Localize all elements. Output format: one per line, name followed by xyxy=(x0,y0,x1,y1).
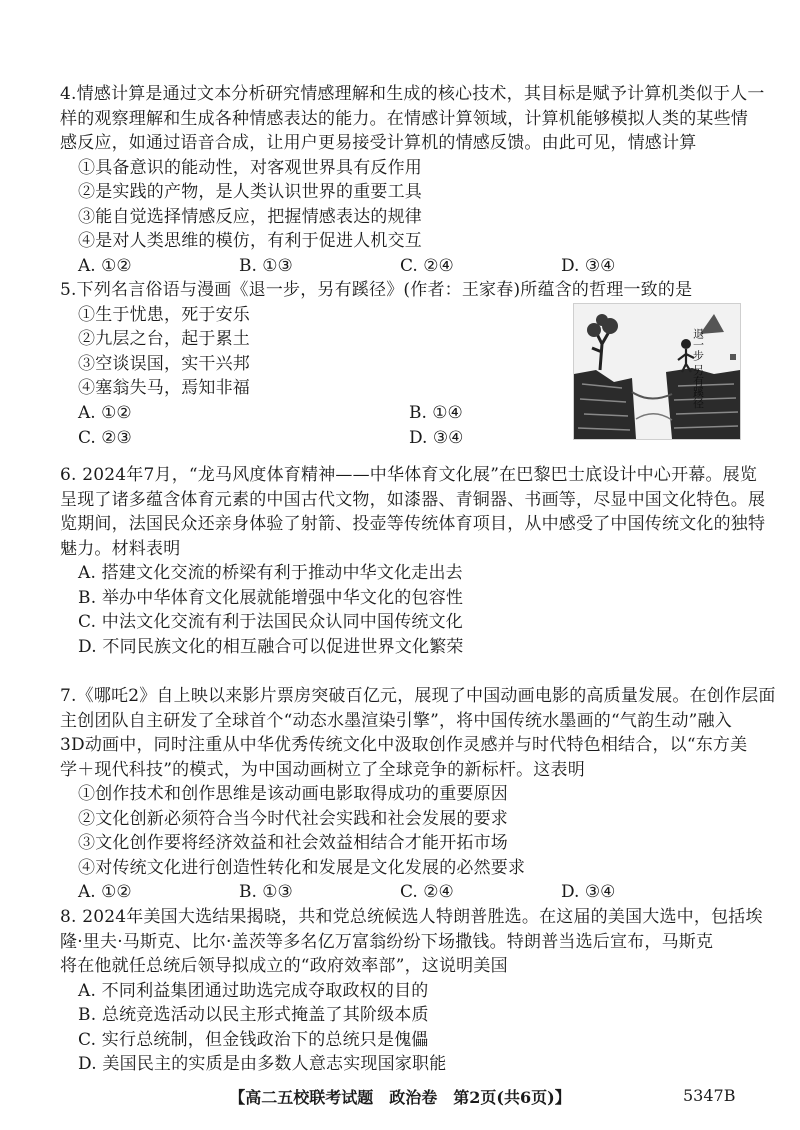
question-7 xyxy=(60,684,776,905)
q7-stem-line: 学＋现代科技”的模式，为中国动画树立了全球竞争的新标杆。这表明 xyxy=(60,759,585,780)
q4-item: ④是对人类思维的模仿，有利于促进人机交互 xyxy=(78,231,422,251)
q7-item: ③文化创作要将经济效益和社会效益相结合才能开拓市场 xyxy=(78,833,508,853)
comic-caption: 退一步 另有蹊径 xyxy=(691,328,705,409)
q8-stem-line: 隆·里夫·马斯克、比尔·盖茨等多名亿万富翁纷纷下场撒钱。特朗普当选后宣布，马斯克 xyxy=(60,931,714,952)
page-footer: 【高二五校联考试题 政治卷 第2页(共6页)】 xyxy=(229,1088,571,1107)
q5-option-a[interactable]: A. ①② xyxy=(78,402,132,423)
q8-option-c[interactable]: C. 实行总统制，但金钱政治下的总统只是傀儡 xyxy=(78,1029,429,1050)
q7-options xyxy=(60,880,740,905)
q7-option-b[interactable]: B. ①③ xyxy=(239,882,293,902)
q4-option-c[interactable]: C. ②④ xyxy=(400,255,454,276)
q7-option-a[interactable]: A. ①② xyxy=(78,882,132,902)
q7-stem-line: 主创团队自主研发了全球首个“动态水墨渲染引擎”，将中国传统水墨画的“气韵生动”融入 xyxy=(60,710,732,731)
q5-item: ②九层之台，起于累土 xyxy=(78,329,250,349)
q4-item: ①具备意识的能动性，对客观世界具有反作用 xyxy=(78,157,422,178)
q6-stem-line: 6. 2024年7月，“龙马风度体育精神——中华体育文化展”在巴黎巴士底设计中心开幕。展览 xyxy=(60,465,758,485)
q4-stem-line: 4.情感计算是通过文本分析研究情感理解和生成的核心技术，其目标是赋予计算机类似于人一 xyxy=(60,84,765,104)
q4-stem-line: 样的观察理解和生成各种情感表达的能力。在情感计算领域，计算机能够模拟人类的某些情 xyxy=(60,108,748,129)
q4-option-b[interactable]: B. ①③ xyxy=(239,255,293,276)
q6-option-c[interactable]: C. 中法文化交流有利于法国民众认同中国传统文化 xyxy=(78,612,464,632)
q5-item: ④塞翁失马，焉知非福 xyxy=(78,378,250,398)
q8-option-a[interactable]: A. 不同利益集团通过助选完成夺取政权的目的 xyxy=(78,980,429,1001)
q5-item: ③空谈误国，实干兴邦 xyxy=(78,353,250,374)
question-8 xyxy=(60,905,763,1077)
q7-option-d[interactable]: D. ③④ xyxy=(561,882,616,902)
question-4 xyxy=(60,82,765,279)
q8-option-b[interactable]: B. 总统竞选活动以民主形式掩盖了其阶级本质 xyxy=(78,1005,429,1025)
q4-stem-line: 感反应，如通过语音合成，让用户更易接受计算机的情感反馈。由此可见，情感计算 xyxy=(60,133,697,153)
q6-option-d[interactable]: D. 不同民族文化的相互融合可以促进世界文化繁荣 xyxy=(78,636,464,657)
q4-item: ③能自觉选择情感反应，把握情感表达的规律 xyxy=(78,206,422,227)
q6-stem-line: 呈现了诸多蕴含体育元素的中国古代文物，如漆器、青铜器、书画等，尽显中国文化特色。展 xyxy=(60,489,766,510)
q6-stem-line: 览期间，法国民众还亲身体验了射箭、投壶等传统体育项目，从中感受了中国传统文化的独特 xyxy=(60,514,766,534)
comic-illustration xyxy=(573,303,741,440)
paper-code: 5347B xyxy=(683,1086,736,1105)
q5-option-b[interactable]: B. ①④ xyxy=(409,402,463,423)
q7-item: ④对传统文化进行创造性转化和发展是文化发展的必然要求 xyxy=(78,857,526,878)
q7-item: ②文化创新必须符合当今时代社会实践和社会发展的要求 xyxy=(78,808,508,829)
question-6 xyxy=(60,463,766,659)
q4-item: ②是实践的产物，是人类认识世界的重要工具 xyxy=(78,182,422,202)
q8-stem-line: 将在他就任总统后领导拟成立的“政府效率部”，这说明美国 xyxy=(60,956,508,976)
q5-stem: 5.下列名言俗语与漫画《退一步，另有蹊径》(作者：王家春)所蕴含的哲理一致的是 xyxy=(60,280,693,300)
comic-drawing xyxy=(574,304,740,439)
q7-stem-line: 3D动画中，同时注重从中华优秀传统文化中汲取创作灵感并与时代特色相结合，以“东方美 xyxy=(60,735,748,755)
q5-item: ①生于忧患，死于安乐 xyxy=(78,304,250,325)
q6-stem-line: 魅力。材料表明 xyxy=(60,538,181,559)
q7-option-c[interactable]: C. ②④ xyxy=(400,882,454,902)
q4-option-a[interactable]: A. ①② xyxy=(78,255,132,276)
q7-item: ①创作技术和创作思维是该动画电影取得成功的重要原因 xyxy=(78,784,508,804)
q5-option-c[interactable]: C. ②③ xyxy=(78,427,132,448)
q8-stem-line: 8. 2024年美国大选结果揭晓，共和党总统候选人特朗普胜选。在这届的美国大选中，包括埃 xyxy=(60,907,763,927)
q5-option-d[interactable]: D. ③④ xyxy=(409,427,464,448)
q6-option-a[interactable]: A. 搭建文化交流的桥梁有利于推动中华文化走出去 xyxy=(78,563,463,583)
q4-option-d[interactable]: D. ③④ xyxy=(561,255,616,276)
q7-stem-line: 7.《哪吒2》自上映以来影片票房突破百亿元，展现了中国动画电影的高质量发展。在创作层面 xyxy=(60,686,776,706)
q6-option-b[interactable]: B. 举办中华体育文化展就能增强中华文化的包容性 xyxy=(78,587,464,608)
q4-options xyxy=(60,254,740,279)
q8-option-d[interactable]: D. 美国民主的实质是由多数人意志实现国家职能 xyxy=(78,1054,447,1074)
